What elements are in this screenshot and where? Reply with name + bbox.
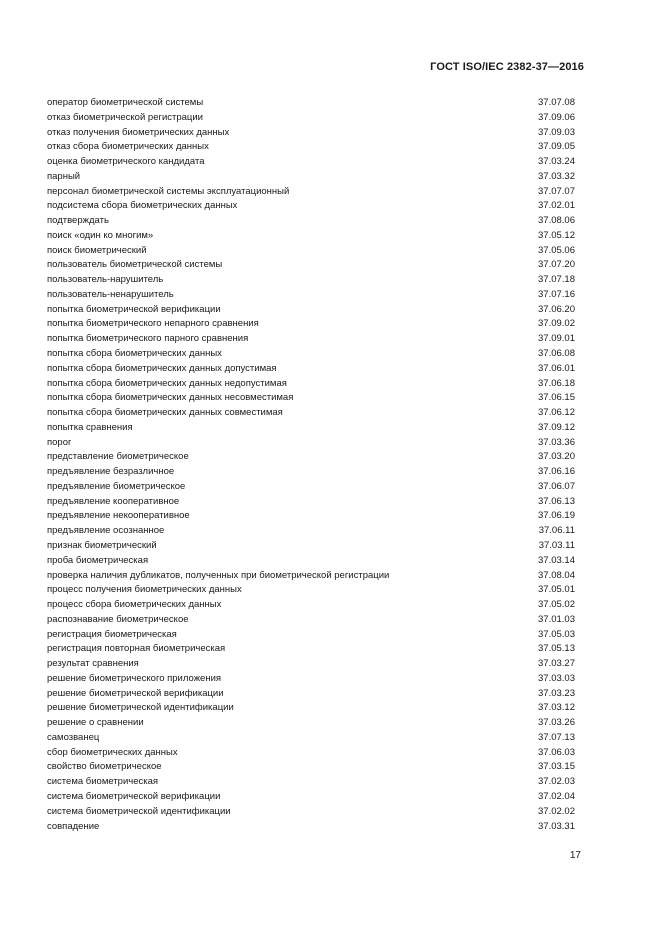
index-term: попытка сбора биометрических данных несовместимая <box>47 392 294 404</box>
index-entry <box>47 790 575 805</box>
index-term: попытка биометрической верификации <box>47 303 221 315</box>
index-term: подтверждать <box>47 215 109 227</box>
index-term: пользователь биометрической системы <box>47 259 223 271</box>
index-term: парный <box>47 170 81 182</box>
index-term-code: 37.06.19 <box>538 510 575 522</box>
index-term: персонал биометрической системы эксплуатационный <box>47 185 290 197</box>
index-term-code: 37.02.04 <box>538 790 575 802</box>
index-entry <box>47 554 575 569</box>
index-entry <box>47 569 575 584</box>
index-term: решение биометрической идентификации <box>47 702 234 714</box>
index-entry <box>47 583 575 598</box>
index-entry <box>47 185 575 200</box>
index-term: попытка сбора биометрических данных недопустимая <box>47 377 287 389</box>
index-term: решение о сравнении <box>47 717 144 729</box>
index-entry <box>47 214 575 229</box>
index-term-code: 37.03.31 <box>538 820 575 832</box>
index-entry <box>47 598 575 613</box>
index-entry <box>47 362 575 377</box>
index-entry <box>47 805 575 820</box>
index-entry <box>47 96 575 111</box>
index-term: процесс сбора биометрических данных <box>47 599 222 611</box>
index-entry <box>47 524 575 539</box>
index-term-code: 37.05.06 <box>538 244 575 256</box>
index-entry <box>47 539 575 554</box>
index-entry <box>47 746 575 761</box>
index-term-code: 37.06.01 <box>538 362 575 374</box>
index-term-code: 37.07.08 <box>538 97 575 108</box>
index-term: проба биометрическая <box>47 554 149 566</box>
index-entry <box>47 170 575 185</box>
index-entry <box>47 465 575 480</box>
index-term-code: 37.05.01 <box>538 584 575 596</box>
page-number: 17 <box>569 850 581 861</box>
index-entry <box>47 421 575 436</box>
index-entry <box>47 317 575 332</box>
index-term-code: 37.06.07 <box>538 480 575 492</box>
index-entry <box>47 760 575 775</box>
index-entry <box>47 775 575 790</box>
index-entry <box>47 716 575 731</box>
index-term-code: 37.09.02 <box>538 318 575 330</box>
term-index <box>47 96 575 834</box>
index-term: предъявление биометрическое <box>47 480 186 492</box>
index-entry <box>47 199 575 214</box>
index-term-code: 37.03.15 <box>538 761 575 773</box>
index-term: порог <box>47 436 72 448</box>
index-term: предъявление осознанное <box>47 525 165 537</box>
index-term-code: 37.02.03 <box>538 776 575 788</box>
index-term-code: 37.09.01 <box>538 333 575 345</box>
index-term-code: 37.06.18 <box>538 377 575 389</box>
index-entry <box>47 303 575 318</box>
index-entry <box>47 731 575 746</box>
index-term: оценка биометрического кандидата <box>47 156 205 168</box>
index-term: подсистема сбора биометрических данных <box>47 200 238 212</box>
index-term-code: 37.06.13 <box>538 495 575 507</box>
index-term-code: 37.09.06 <box>538 111 575 123</box>
index-entry <box>47 111 575 126</box>
index-entry <box>47 701 575 716</box>
index-term-code: 37.03.26 <box>538 717 575 729</box>
index-term-code: 37.03.27 <box>538 658 575 670</box>
index-entry <box>47 229 575 244</box>
index-entry <box>47 450 575 465</box>
index-term: система биометрической идентификации <box>47 805 231 817</box>
index-term: попытка биометрического парного сравнения <box>47 333 249 345</box>
index-entry <box>47 672 575 687</box>
index-term: проверка наличия дубликатов, полученных при биометрической регистрации <box>47 569 390 581</box>
index-entry <box>47 288 575 303</box>
index-term: свойство биометрическое <box>47 761 162 773</box>
index-term-code: 37.03.36 <box>538 436 575 448</box>
index-term-code: 37.07.18 <box>538 274 575 286</box>
index-term: пользователь-нарушитель <box>47 274 164 286</box>
index-entry <box>47 140 575 155</box>
index-entry <box>47 687 575 702</box>
index-entry <box>47 495 575 510</box>
index-term-code: 37.03.32 <box>538 170 575 182</box>
index-term: распознавание биометрическое <box>47 613 189 625</box>
index-entry <box>47 332 575 347</box>
index-term: попытка сравнения <box>47 421 133 433</box>
index-term-code: 37.03.12 <box>538 702 575 714</box>
index-term-code: 37.07.07 <box>538 185 575 197</box>
index-entry <box>47 820 575 835</box>
index-term: решение биометрического приложения <box>47 672 222 684</box>
index-entry <box>47 391 575 406</box>
index-term-code: 37.03.11 <box>538 539 575 551</box>
index-term-code: 37.06.20 <box>538 303 575 315</box>
index-entry <box>47 155 575 170</box>
index-term-code: 37.05.13 <box>538 643 575 655</box>
index-term-code: 37.01.03 <box>538 613 575 625</box>
index-term-code: 37.05.03 <box>538 628 575 640</box>
index-term: предъявление кооперативное <box>47 495 180 507</box>
index-entry <box>47 406 575 421</box>
index-term-code: 37.02.01 <box>538 200 575 212</box>
index-term-code: 37.06.16 <box>538 466 575 478</box>
index-term-code: 37.09.05 <box>538 141 575 153</box>
index-term-code: 37.06.08 <box>538 348 575 360</box>
index-term: регистрация биометрическая <box>47 628 177 640</box>
index-term: пользователь-ненарушитель <box>47 288 174 300</box>
index-term-code: 37.03.20 <box>538 451 575 463</box>
index-term-code: 37.09.03 <box>538 126 575 138</box>
index-term: попытка сбора биометрических данных допустимая <box>47 362 277 374</box>
index-term: система биометрическая <box>47 776 159 788</box>
index-term-code: 37.08.06 <box>538 215 575 227</box>
index-entry <box>47 244 575 259</box>
index-term: регистрация повторная биометрическая <box>47 643 226 655</box>
index-term: попытка биометрического непарного сравнения <box>47 318 259 330</box>
index-term: решение биометрической верификации <box>47 687 224 699</box>
index-term: попытка сбора биометрических данных совместимая <box>47 407 283 419</box>
index-term-code: 37.09.12 <box>538 421 575 433</box>
index-term: отказ биометрической регистрации <box>47 111 203 123</box>
index-term: система биометрической верификации <box>47 790 221 802</box>
index-term: поиск биометрический <box>47 244 147 256</box>
index-term: попытка сбора биометрических данных <box>47 348 222 360</box>
index-term-code: 37.06.15 <box>538 392 575 404</box>
index-term: результат сравнения <box>47 658 139 670</box>
index-term-code: 37.02.02 <box>538 805 575 817</box>
index-entry <box>47 642 575 657</box>
index-term: совпадение <box>47 820 100 832</box>
index-term-code: 37.06.12 <box>538 407 575 419</box>
document-header: ГОСТ ISO/IEC 2382-37—2016 <box>430 61 584 73</box>
index-term-code: 37.05.12 <box>538 229 575 241</box>
index-term: оператор биометрической системы <box>47 97 204 108</box>
index-entry <box>47 613 575 628</box>
index-entry <box>47 436 575 451</box>
index-term: поиск «один ко многим» <box>47 229 154 241</box>
index-term-code: 37.03.24 <box>538 156 575 168</box>
index-entry <box>47 657 575 672</box>
index-term: предъявление безразличное <box>47 466 175 478</box>
index-term-code: 37.07.13 <box>538 731 575 743</box>
index-entry <box>47 377 575 392</box>
index-term: отказ сбора биометрических данных <box>47 141 209 153</box>
index-term: сбор биометрических данных <box>47 746 178 758</box>
index-entry <box>47 273 575 288</box>
index-term: отказ получения биометрических данных <box>47 126 230 138</box>
index-term-code: 37.07.20 <box>538 259 575 271</box>
index-term-code: 37.08.04 <box>538 569 575 581</box>
index-term-code: 37.03.23 <box>538 687 575 699</box>
index-term: процесс получения биометрических данных <box>47 584 242 596</box>
index-term: представление биометрическое <box>47 451 189 463</box>
index-term-code: 37.06.11 <box>538 525 575 537</box>
index-entry <box>47 347 575 362</box>
index-term-code: 37.05.02 <box>538 599 575 611</box>
index-term-code: 37.06.03 <box>538 746 575 758</box>
index-term-code: 37.03.03 <box>538 672 575 684</box>
index-term: признак биометрический <box>47 539 157 551</box>
index-term-code: 37.07.16 <box>538 288 575 300</box>
index-entry <box>47 126 575 141</box>
index-term: предъявление некооперативное <box>47 510 190 522</box>
index-entry <box>47 480 575 495</box>
index-entry <box>47 258 575 273</box>
index-term-code: 37.03.14 <box>538 554 575 566</box>
index-entry <box>47 628 575 643</box>
index-entry <box>47 509 575 524</box>
index-term: самозванец <box>47 731 100 743</box>
